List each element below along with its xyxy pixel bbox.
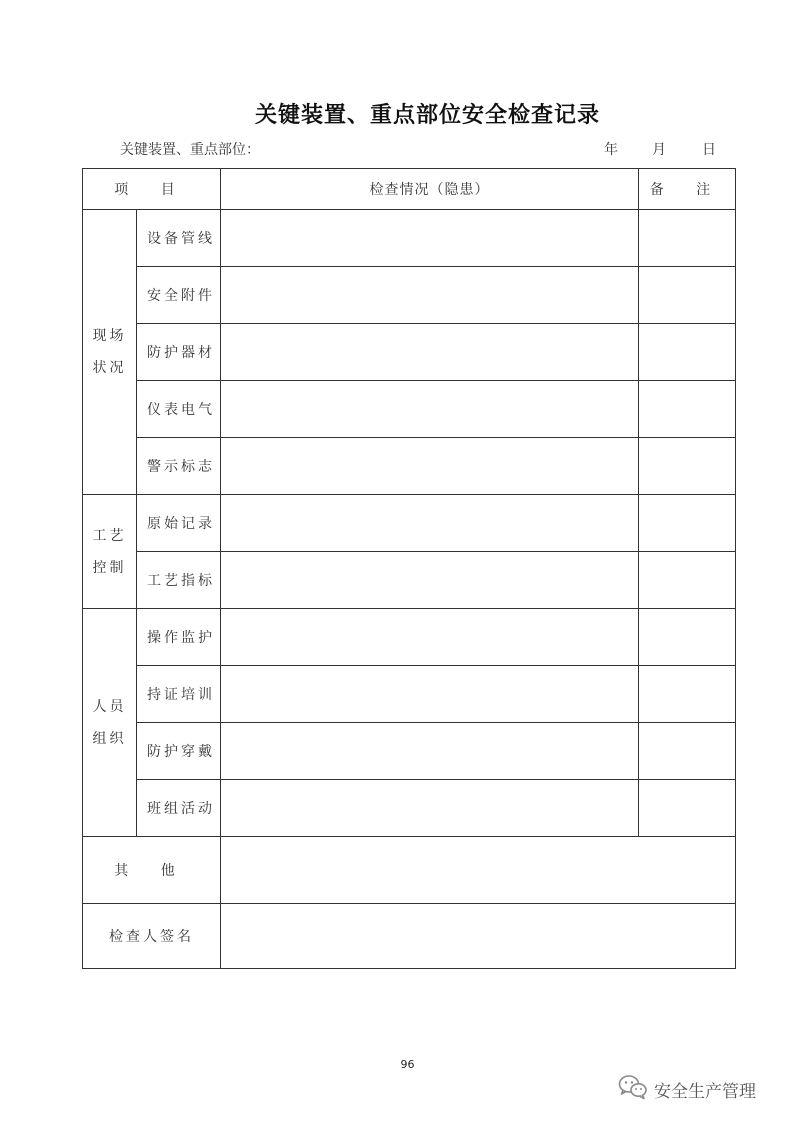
check-cell[interactable] <box>221 210 639 267</box>
category-process-control: 工艺 控制 <box>83 495 137 609</box>
remark-cell[interactable] <box>639 723 736 780</box>
watermark-text: 安全生产管理 <box>654 1081 756 1102</box>
check-cell[interactable] <box>221 552 639 609</box>
check-cell[interactable] <box>221 324 639 381</box>
remark-cell[interactable] <box>639 267 736 324</box>
item-label: 设备管线 <box>137 210 221 267</box>
check-cell[interactable] <box>221 666 639 723</box>
wechat-icon <box>618 1074 648 1104</box>
remark-cell[interactable] <box>639 780 736 837</box>
remark-cell[interactable] <box>639 210 736 267</box>
month-label: 月 <box>652 142 666 158</box>
header-remark: 备 注 <box>639 169 736 210</box>
item-label: 原始记录 <box>137 495 221 552</box>
item-label: 班组活动 <box>137 780 221 837</box>
check-cell[interactable] <box>221 609 639 666</box>
remark-cell[interactable] <box>639 438 736 495</box>
table-row <box>83 723 736 780</box>
page-title: 关键装置、重点部位安全检查记录 <box>254 102 600 128</box>
item-label: 仪表电气 <box>137 381 221 438</box>
other-cell[interactable] <box>221 837 736 904</box>
item-label: 操作监护 <box>137 609 221 666</box>
signature-row <box>83 904 736 969</box>
header-check: 检查情况（隐患） <box>221 169 639 210</box>
remark-cell[interactable] <box>639 609 736 666</box>
other-row <box>83 837 736 904</box>
remark-cell[interactable] <box>639 552 736 609</box>
remark-cell[interactable] <box>639 324 736 381</box>
check-cell[interactable] <box>221 723 639 780</box>
signature-label: 检查人签名 <box>83 904 221 969</box>
table-row <box>83 438 736 495</box>
watermark <box>618 1074 778 1104</box>
table-row <box>83 552 736 609</box>
item-label: 工艺指标 <box>137 552 221 609</box>
day-label: 日 <box>702 142 716 158</box>
item-label: 警示标志 <box>137 438 221 495</box>
page-number: 96 <box>400 1058 415 1071</box>
remark-cell[interactable] <box>639 495 736 552</box>
table-row <box>83 210 736 267</box>
inspection-table <box>82 168 736 969</box>
check-cell[interactable] <box>221 267 639 324</box>
remark-cell[interactable] <box>639 381 736 438</box>
category-personnel-organization: 人员 组织 <box>83 609 137 837</box>
header-item: 项 目 <box>83 169 221 210</box>
table-row <box>83 495 736 552</box>
header-row <box>83 169 736 210</box>
check-cell[interactable] <box>221 495 639 552</box>
check-cell[interactable] <box>221 381 639 438</box>
item-label: 防护穿戴 <box>137 723 221 780</box>
check-cell[interactable] <box>221 438 639 495</box>
check-cell[interactable] <box>221 780 639 837</box>
location-label: 关键装置、重点部位： <box>120 142 260 158</box>
table-row <box>83 666 736 723</box>
item-label: 防护器材 <box>137 324 221 381</box>
table-row <box>83 780 736 837</box>
table-row <box>83 324 736 381</box>
table-row <box>83 267 736 324</box>
item-label: 持证培训 <box>137 666 221 723</box>
other-label: 其 他 <box>83 837 221 904</box>
remark-cell[interactable] <box>639 666 736 723</box>
signature-cell[interactable] <box>221 904 736 969</box>
category-site-condition: 现场 状况 <box>83 210 137 495</box>
table-row <box>83 609 736 666</box>
year-label: 年 <box>604 142 618 158</box>
table-row <box>83 381 736 438</box>
item-label: 安全附件 <box>137 267 221 324</box>
